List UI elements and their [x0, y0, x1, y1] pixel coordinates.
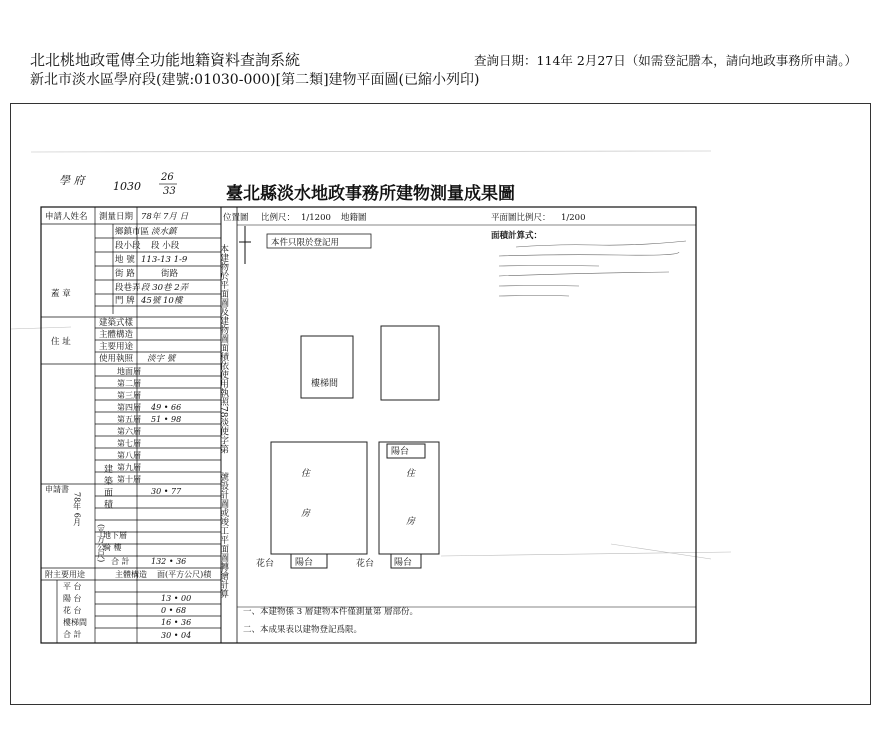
attached-label: 合 計 — [63, 630, 82, 639]
top-note-fraction-top: 26 — [161, 172, 174, 183]
floor4-area: 49 • 66 — [151, 403, 182, 412]
landno-value: 113-13 1-9 — [141, 255, 188, 265]
balcony-right-label: 陽台 — [394, 558, 413, 568]
seal-label: 蓋 章 — [51, 289, 71, 299]
scanned-building-survey-drawing — [11, 104, 872, 706]
lane-label: 段巷弄 — [115, 283, 141, 293]
area-calc-label: 面積計算式： — [491, 231, 543, 241]
top-note-number: 1030 — [113, 180, 141, 193]
plan-scale-value: 1/200 — [561, 213, 586, 223]
left-table-text — [45, 211, 190, 364]
door-value: 45號 10樓 — [141, 296, 183, 306]
floor-label: 第十層 — [117, 475, 141, 484]
penthouse-label: 騎 樓 — [103, 543, 122, 552]
lane-value: 段 30巷 2弄 — [141, 283, 189, 293]
flower-left-label: 花台 — [256, 559, 275, 569]
year-number: 78年 6月 — [72, 492, 82, 526]
top-note-fraction-bottom: 33 — [163, 186, 176, 197]
section-label: 段小段 — [115, 241, 141, 251]
area-vertical-label: 建 築 面 積 — [102, 464, 112, 509]
registration-stamp: 本件只限於登記用 — [271, 238, 340, 248]
cadastral-map-label: 地籍圖 — [341, 213, 367, 223]
room-living-right: 住 — [406, 469, 416, 479]
system-name: 北北桃地政電傳全功能地籍資料查詢系統 — [30, 51, 301, 69]
street-label: 街 路 — [115, 269, 135, 279]
use-license-label: 使用執照 — [99, 354, 134, 364]
floor5-area: 51 • 98 — [151, 415, 182, 424]
floor-label: 第九層 — [117, 463, 141, 472]
floor-label: 第四層 — [117, 403, 141, 412]
stair-area: 16 • 36 — [161, 618, 192, 627]
note-two: 二、本成果表以建物登記爲限。 — [243, 625, 363, 635]
room-live2-right: 房 — [406, 517, 416, 527]
attached-label: 陽 台 — [63, 594, 82, 603]
document-subtitle: 新北市淡水區學府段(建號:01030-000)[第二類]建物平面圖(已縮小列印) — [30, 72, 480, 88]
query-date: 查詢日期：114年 2月27日（如需登記謄本，請向地政事務所申請。） — [474, 53, 857, 68]
district-label: 鄉鎮市區 — [115, 227, 150, 237]
district-value: 淡水鎮 — [151, 227, 177, 237]
balcony-left-label: 陽台 — [295, 558, 314, 568]
section-value: 段 小段 — [151, 241, 180, 251]
attached-label: 花 台 — [63, 606, 82, 615]
floor-label: 第三層 — [117, 391, 141, 400]
total-label: 合 計 — [111, 557, 130, 566]
door-label: 門 牌 — [115, 296, 135, 306]
area-calc-scribbles — [499, 241, 686, 296]
room-live2-left: 房 — [301, 509, 311, 519]
plan-labels — [256, 377, 416, 569]
landno-label: 地 號 — [115, 255, 135, 265]
attach-use-label: 附主要用途 — [45, 570, 85, 579]
stair-room-label: 樓梯間 — [311, 379, 339, 389]
main-struct-label: 主體構造 — [99, 330, 134, 340]
scale-value: 1/1200 — [301, 213, 331, 223]
attached-label: 樓梯間 — [63, 618, 87, 627]
plan-header — [223, 212, 586, 241]
position-map-label: 位置圖 — [223, 213, 249, 223]
applicant-label: 申請人姓名 — [45, 212, 88, 222]
build-type-label: 建築式樣 — [99, 318, 134, 328]
floor-label: 第二層 — [117, 379, 141, 388]
basement-label: 地下層 — [103, 531, 127, 540]
vertical-note: 本建物於平面圖及建物圖面積依使用執照78淡使字第 — [218, 244, 228, 454]
floor-list — [117, 366, 141, 484]
floor-plan — [271, 326, 439, 568]
scale-label: 比例尺： — [261, 213, 296, 223]
main-use-label: 主要用途 — [99, 342, 134, 352]
attached-list — [63, 581, 87, 639]
vertical-note-2: 號設計圖或竣工平面圖轉繪計算 — [218, 472, 228, 598]
attach-total-area: 30 • 04 — [161, 631, 192, 640]
scanned-document-frame — [10, 103, 871, 705]
plan-scale-label: 平面圖比例尺： — [491, 213, 551, 223]
floor-values — [45, 403, 186, 566]
use-license-value: 淡字 號 — [147, 354, 176, 364]
floor-label: 第五層 — [117, 415, 141, 424]
balcony-area: 13 • 00 — [161, 594, 192, 603]
floor-label: 地面層 — [117, 367, 141, 376]
note-one: 一、本建物係 3 層建物本件僅測量第 層部份。 — [243, 607, 419, 617]
flower-right-label: 花台 — [356, 559, 375, 569]
attached-label: 平 台 — [63, 582, 82, 591]
address-label: 住 址 — [51, 337, 71, 347]
floor-label: 第六層 — [117, 427, 141, 436]
page-header — [30, 50, 479, 90]
survey-date-value: 78年 7月 日 — [141, 212, 189, 222]
square-meter-unit: (平方公尺) — [96, 524, 106, 563]
floor-label: 第八層 — [117, 451, 141, 460]
survey-date-label: 測量日期 — [99, 212, 134, 222]
attach-struct-label: 主體構造 — [115, 570, 147, 579]
document-title: 臺北縣淡水地政事務所建物測量成果圖 — [226, 184, 515, 204]
room-living-left: 住 — [301, 469, 311, 479]
total-area: 132 • 36 — [151, 557, 187, 566]
flower-area: 0 • 68 — [161, 606, 187, 615]
attach-area-label: 面(平方公尺)積 — [157, 570, 212, 579]
floor-label: 第七層 — [117, 439, 141, 448]
balcony-top-label: 陽台 — [391, 447, 410, 457]
street-value: 街路 — [161, 269, 179, 279]
tenth-area: 30 • 77 — [151, 487, 182, 496]
north-arrow-icon — [239, 226, 251, 264]
application-book-label: 申請書 — [45, 485, 69, 494]
top-note-hand: 學 府 — [59, 174, 85, 187]
